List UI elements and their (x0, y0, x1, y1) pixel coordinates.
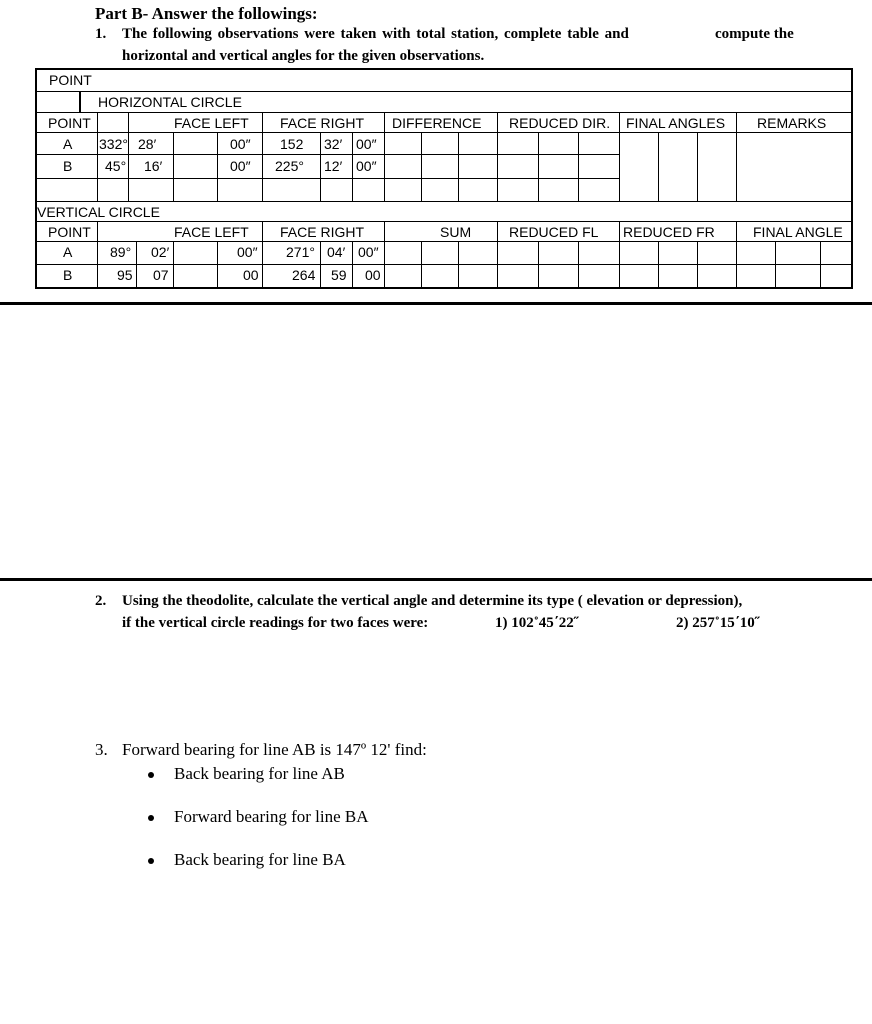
h-row-b-fr-min: 12′ (324, 158, 343, 174)
v-row-a-fl-sec: 00″ (237, 244, 258, 260)
bullet-icon (148, 815, 154, 821)
v-header-final-angle: FINAL ANGLE (753, 224, 843, 240)
h-header-face-right: FACE RIGHT (280, 115, 365, 131)
q1-line2: horizontal and vertical angles for the given observations. (122, 48, 485, 64)
section-divider-bottom (0, 578, 872, 581)
q2-line1: Using the theodolite, calculate the vertical angle and determine its type ( elevation or depression), (122, 593, 743, 609)
h-row-b-fl-deg: 45° (105, 158, 127, 174)
part-b-heading: Part B- Answer the followings: (95, 4, 318, 23)
q2-reading-1: 1) 102˚45΄22˝ (495, 615, 579, 631)
v-header-face-right: FACE RIGHT (280, 224, 365, 240)
h-row-b-fl-sec: 00″ (230, 158, 251, 174)
h-row-a-fr-min: 32′ (324, 136, 343, 152)
v-row-b-fl-deg: 95 (117, 267, 133, 283)
h-header-final-angles: FINAL ANGLES (626, 115, 726, 131)
h-row-a-fr-deg: 152 (280, 136, 304, 152)
v-header-point: POINT (48, 224, 91, 240)
v-row-a-fl-min: 02′ (151, 244, 170, 260)
h-row-b-point: B (63, 158, 73, 174)
v-row-b-fl-min: 07 (153, 267, 169, 283)
v-row-a-fr-sec: 00″ (358, 244, 379, 260)
q3-bullet-3: Back bearing for line BA (174, 850, 346, 869)
v-header-face-left: FACE LEFT (174, 224, 249, 240)
h-row-a-fl-deg: 332° (99, 136, 128, 152)
h-row-a-fl-sec: 00″ (230, 136, 251, 152)
v-header-reduced-fr: REDUCED FR (623, 224, 715, 240)
h-row-a-fr-sec: 00″ (356, 136, 377, 152)
q3-number: 3. (95, 740, 108, 759)
q1-number: 1. (95, 26, 107, 42)
h-row-b-fr-sec: 00″ (356, 158, 377, 174)
h-row-b-fr-deg: 225° (275, 158, 304, 174)
q1-line1: The following observations were taken with total station, complete table and (122, 26, 629, 42)
h-row-a-point: A (63, 136, 73, 152)
vertical-circle-label: VERTICAL CIRCLE (37, 204, 160, 220)
v-row-b-fr-sec: 00 (365, 267, 381, 283)
v-header-reduced-fl: REDUCED FL (509, 224, 599, 240)
section-divider-top (0, 302, 872, 305)
horizontal-circle-label: HORIZONTAL CIRCLE (98, 94, 242, 110)
h-header-remarks: REMARKS (757, 115, 827, 131)
table-point-label: POINT (49, 72, 92, 88)
h-header-reduced-dir: REDUCED DIR. (509, 115, 611, 131)
v-row-a-fr-min: 04′ (327, 244, 346, 260)
v-row-a-fr-deg: 271° (286, 244, 315, 260)
v-header-sum: SUM (440, 224, 472, 240)
v-row-a-point: A (63, 244, 73, 260)
q3-stem: Forward bearing for line AB is 147º 12' find: (122, 740, 427, 759)
bullet-icon (148, 772, 154, 778)
h-row-b-fl-min: 16′ (144, 158, 163, 174)
v-row-b-fl-sec: 00 (243, 267, 259, 283)
q2-number: 2. (95, 593, 107, 609)
q2-reading-2: 2) 257˚15΄10˝ (676, 615, 760, 631)
h-header-difference: DIFFERENCE (392, 115, 482, 131)
v-row-b-fr-min: 59 (331, 267, 347, 283)
q3-bullet-1: Back bearing for line AB (174, 764, 345, 783)
q3-bullet-2: Forward bearing for line BA (174, 807, 369, 826)
v-row-b-point: B (63, 267, 73, 283)
bullet-icon (148, 858, 154, 864)
v-row-b-fr-deg: 264 (292, 267, 316, 283)
q2-line2: if the vertical circle readings for two faces were: (122, 615, 429, 631)
q1-line1-tail: compute the (715, 26, 794, 42)
h-header-point: POINT (48, 115, 91, 131)
h-row-a-fl-min: 28′ (138, 136, 157, 152)
h-header-face-left: FACE LEFT (174, 115, 249, 131)
v-row-a-fl-deg: 89° (110, 244, 132, 260)
